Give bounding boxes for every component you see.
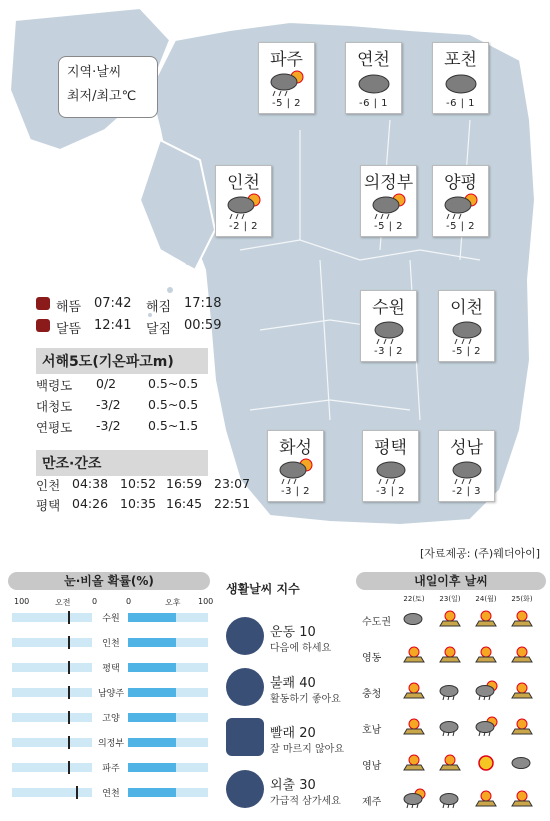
city-temp: -5 | 2 [373, 221, 404, 232]
sunset-time: 17:18 [184, 296, 222, 311]
forecast-cell [474, 608, 498, 634]
forecast-cell [438, 716, 462, 742]
sea-wave: 0.5~0.5 [148, 376, 199, 391]
forecast-region: 수도권 [362, 617, 391, 628]
moonset-time: 00:59 [184, 318, 222, 333]
cloud-rain-icon [438, 716, 462, 738]
sunset-label: 해짐 [146, 300, 172, 315]
tide-time: 10:52 [120, 476, 157, 491]
prob-city-label: 의정부 [97, 739, 125, 749]
prob-am-marker [76, 786, 78, 799]
sun-cloud-icon [510, 716, 534, 738]
sunrise-time: 07:42 [94, 296, 132, 311]
sun-icon [474, 752, 498, 774]
prob-city-label: 파주 [102, 764, 120, 774]
prob-pm-bar [128, 688, 176, 697]
forecast-cell [402, 716, 426, 742]
prob-row [12, 735, 208, 749]
moonrise-time: 12:41 [94, 318, 132, 333]
sea-temp: -3/2 [96, 397, 121, 412]
tide-name: 평택 [36, 498, 61, 513]
prob-am-marker [68, 611, 70, 624]
city-name: 의정부 [363, 173, 414, 193]
city-card [438, 290, 495, 362]
tide-time: 23:07 [214, 476, 251, 491]
prob-am-track [12, 663, 92, 672]
city-temp: -5 | 2 [271, 98, 302, 109]
sea-temp: 0/2 [96, 376, 117, 391]
sun-cloud-icon [510, 680, 534, 702]
life-name: 외출 30 [270, 778, 316, 793]
cloud-rain-sun-icon [276, 457, 316, 485]
tick-100-pm: 100 [198, 597, 214, 606]
life-desc: 가급적 삼가세요 [270, 796, 341, 807]
city-card [432, 42, 489, 114]
prob-am-track [12, 763, 92, 772]
forecast-cell [474, 752, 498, 778]
tick-0-pm: 0 [126, 597, 132, 606]
city-name: 평택 [374, 438, 407, 458]
sun-times [36, 296, 226, 314]
sun-cloud-icon [510, 788, 534, 810]
sun-cloud-icon [474, 644, 498, 666]
life-item [226, 718, 344, 764]
forecast-cell [510, 644, 534, 670]
prob-pm-bar [128, 763, 176, 772]
city-name: 화성 [279, 438, 312, 458]
prob-city-label: 남양주 [97, 689, 125, 699]
life-name: 운동 10 [270, 625, 316, 640]
sun-cloud-icon [438, 608, 462, 630]
sea-name: 백령도 [36, 378, 73, 393]
sun-cloud-icon [438, 752, 462, 774]
sun-cloud-icon [474, 788, 498, 810]
city-card [258, 42, 315, 114]
prob-row [12, 785, 208, 799]
tide-title: 만조·간조 [36, 450, 208, 476]
prob-row [12, 710, 208, 724]
tide-table [36, 476, 261, 516]
legend-min-max: 최저/최고℃ [67, 89, 137, 104]
city-card [362, 430, 419, 502]
tide-name: 인천 [36, 478, 61, 493]
city-name: 이천 [450, 298, 483, 318]
forecast-cell [474, 644, 498, 670]
sun-cloud-icon [402, 680, 426, 702]
cloud-icon [354, 69, 394, 97]
life-item [226, 617, 344, 663]
cloud-rain-sun-icon [441, 192, 481, 220]
forecast-cell [402, 680, 426, 706]
life-item [226, 770, 344, 816]
cloud-icon [441, 69, 481, 97]
life-title: 생활날씨 지수 [226, 582, 300, 596]
forecast-day: 23(일) [439, 595, 461, 603]
forecast-region: 영동 [362, 653, 382, 664]
forecast-cell [510, 716, 534, 742]
city-card [438, 430, 495, 502]
forecast-cell [510, 680, 534, 706]
prob-pm-bar [128, 613, 176, 622]
prob-am-track [12, 713, 92, 722]
city-temp: -2 | 2 [228, 221, 259, 232]
sea-table [36, 376, 216, 436]
prob-pm-bar [128, 788, 176, 797]
cloud-rain-sun-icon [267, 69, 307, 97]
forecast-day: 24(월) [475, 595, 497, 603]
sea-name: 대청도 [36, 399, 73, 414]
sun-cloud-icon [402, 752, 426, 774]
prob-pm-bar [128, 738, 176, 747]
prob-am-marker [68, 661, 70, 674]
city-card [432, 165, 489, 237]
forecast-cell [510, 788, 534, 814]
city-name: 성남 [450, 438, 483, 458]
prob-row [12, 685, 208, 699]
prob-row [12, 610, 208, 624]
prob-city-label: 연천 [102, 789, 120, 799]
prob-pm-bar [128, 663, 176, 672]
sunrise-label: 해뜸 [56, 300, 82, 315]
forecast-cell [474, 680, 498, 706]
forecast-cell [438, 680, 462, 706]
city-name: 수원 [372, 298, 405, 318]
city-name: 연천 [357, 50, 390, 70]
sun-cloud-icon [510, 644, 534, 666]
life-desc: 활동하기 좋아요 [270, 694, 341, 705]
credit: [자료제공: (주)웨더아이] [419, 547, 540, 560]
city-name: 인천 [227, 173, 260, 193]
cloud-rain-icon [438, 788, 462, 810]
prob-city-label: 고양 [102, 714, 120, 724]
cloud-rain-sun-icon [474, 716, 498, 738]
sun-cloud-icon [474, 608, 498, 630]
forecast-cell [402, 608, 426, 634]
cloud-rain-icon [369, 317, 409, 345]
tide-time: 10:35 [120, 496, 157, 511]
sun-cloud-icon [510, 608, 534, 630]
city-temp: -2 | 3 [451, 486, 482, 497]
forecast-cell [510, 752, 534, 778]
sea-wave: 0.5~1.5 [148, 418, 199, 433]
city-card [267, 430, 324, 502]
legend-region-weather: 지역·날씨 [67, 65, 122, 80]
tide-time: 22:51 [214, 496, 251, 511]
sun-cloud-icon [402, 716, 426, 738]
prob-pm-bar [128, 638, 176, 647]
prob-am-track [12, 613, 92, 622]
sea-temp: -3/2 [96, 418, 121, 433]
sunrise-icon [36, 297, 50, 310]
outing-icon [226, 770, 264, 808]
cloud-rain-sun-icon [402, 788, 426, 810]
forecast-region: 충청 [362, 689, 382, 700]
prob-city-label: 평택 [102, 664, 120, 674]
life-name: 빨래 20 [270, 726, 316, 741]
sun-cloud-icon [438, 644, 462, 666]
forecast-cell [438, 608, 462, 634]
pm-label: 오후 [165, 598, 181, 607]
am-label: 오전 [55, 598, 71, 607]
prob-am-marker [68, 636, 70, 649]
moon-times [36, 318, 226, 336]
city-card [345, 42, 402, 114]
city-card [360, 290, 417, 362]
forecast-region: 영남 [362, 761, 382, 772]
forecast-cell [402, 644, 426, 670]
sun-cloud-icon [402, 644, 426, 666]
moonrise-label: 달뜸 [56, 322, 82, 337]
exercise-icon [226, 617, 264, 655]
cloud-icon [510, 752, 534, 774]
prob-am-track [12, 738, 92, 747]
forecast-title: 내일이후 날씨 [356, 572, 546, 590]
city-temp: -6 | 1 [445, 98, 476, 109]
city-temp: -3 | 2 [280, 486, 311, 497]
forecast-cell [438, 644, 462, 670]
prob-row [12, 760, 208, 774]
forecast-cell [474, 716, 498, 742]
cloud-rain-icon [438, 680, 462, 702]
city-temp: -3 | 2 [375, 486, 406, 497]
forecast-cell [438, 752, 462, 778]
discomfort-icon [226, 668, 264, 706]
cloud-rain-sun-icon [369, 192, 409, 220]
cloud-rain-sun-icon [474, 680, 498, 702]
sea-wave: 0.5~0.5 [148, 397, 199, 412]
life-item [226, 668, 344, 714]
forecast-cell [402, 788, 426, 814]
prob-am-marker [68, 711, 70, 724]
prob-am-marker [68, 761, 70, 774]
prob-title: 눈·비올 확률(%) [8, 572, 210, 590]
city-name: 파주 [270, 50, 303, 70]
sea-name: 연평도 [36, 420, 73, 435]
forecast-region: 제주 [362, 797, 382, 808]
city-temp: -3 | 2 [373, 346, 404, 357]
tick-100-am: 100 [14, 597, 30, 606]
prob-row [12, 635, 208, 649]
moonrise-icon [36, 319, 50, 332]
prob-am-track [12, 788, 92, 797]
city-card [360, 165, 417, 237]
life-desc: 다음에 하세요 [270, 643, 332, 654]
life-desc: 잘 마르지 않아요 [270, 744, 344, 755]
cloud-rain-sun-icon [224, 192, 264, 220]
cloud-rain-icon [371, 457, 411, 485]
tide-time: 16:45 [166, 496, 203, 511]
prob-pm-bar [128, 713, 176, 722]
forecast-day: 25(화) [511, 595, 533, 603]
laundry-icon [226, 718, 264, 756]
forecast-cell [402, 752, 426, 778]
forecast-region: 호남 [362, 725, 382, 736]
cloud-rain-icon [447, 317, 487, 345]
forecast-day: 22(토) [403, 595, 425, 603]
forecast-cell [474, 788, 498, 814]
sea-title: 서해5도(기온파고m) [36, 348, 208, 374]
city-temp: -5 | 2 [445, 221, 476, 232]
city-card [215, 165, 272, 237]
life-name: 불쾌 40 [270, 676, 316, 691]
prob-city-label: 인천 [102, 639, 120, 649]
tick-0-am: 0 [92, 597, 98, 606]
prob-am-marker [68, 686, 70, 699]
prob-am-track [12, 638, 92, 647]
city-temp: -5 | 2 [451, 346, 482, 357]
prob-am-marker [68, 736, 70, 749]
tide-time: 04:38 [72, 476, 109, 491]
moonset-label: 달짐 [146, 322, 172, 337]
cloud-icon [402, 608, 426, 630]
forecast-cell [510, 608, 534, 634]
tide-time: 16:59 [166, 476, 203, 491]
prob-city-label: 수원 [102, 614, 120, 624]
city-temp: -6 | 1 [358, 98, 389, 109]
map-legend [58, 56, 158, 118]
city-name: 포천 [444, 50, 477, 70]
city-name: 양평 [444, 173, 477, 193]
tide-time: 04:26 [72, 496, 109, 511]
prob-am-track [12, 688, 92, 697]
cloud-rain-icon [447, 457, 487, 485]
forecast-cell [438, 788, 462, 814]
prob-row [12, 660, 208, 674]
